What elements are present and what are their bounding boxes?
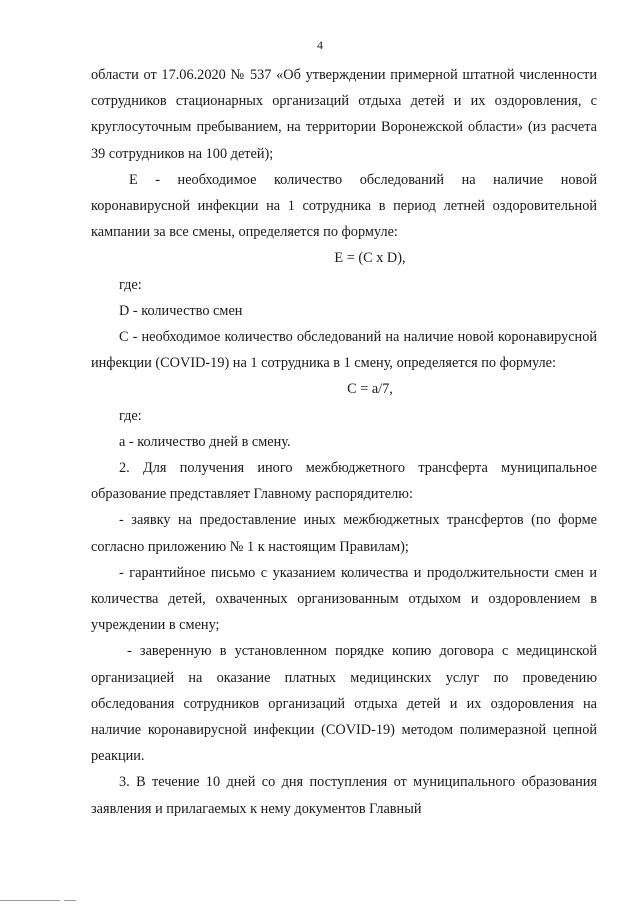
d-definition: D - количество смен [119, 302, 243, 319]
list-item-contract-copy: - заверенную в установленном порядке копию договора с медицинской организацией на оказание платных медицинских услуг по проведению обследования сотрудников организаций отдыха детей и их оздоровления на наличие коронавирусной инфекции (COVID-19) методом полимеразной цепной реакции. [91, 643, 597, 765]
formula-e: Е = (С х D), [334, 250, 406, 267]
document-body [91, 62, 597, 822]
list-item-application: - заявку на предоставление иных межбюджетных трансфертов (по форме согласно приложению № 1 к настоящим Правилам); [91, 512, 597, 555]
paragraph-continuation: области от 17.06.2020 № 537 «Об утверждении примерной штатной численности сотрудников стационарных организаций отдыха детей и их оздоровления, с круглосуточным пребыванием, на территории Воронежской области» (из расчета 39 сотрудников на 100 детей); [91, 67, 597, 162]
formula-c: С = а/7, [347, 381, 393, 398]
page-number: 4 [317, 38, 323, 52]
where-label-1: где: [119, 276, 142, 293]
footer-rule [0, 900, 60, 901]
paragraph-item-3: 3. В течение 10 дней со дня поступления от муниципального образования заявления и прилагаемых к нему документов Главный [91, 774, 597, 817]
footer-rule-short [64, 900, 76, 901]
a-definition: а - количество дней в смену. [119, 433, 291, 450]
paragraph-item-2: 2. Для получения иного межбюджетного трансферта муниципальное образование представляет Главному распорядителю: [91, 460, 597, 503]
paragraph-c-definition: С - необходимое количество обследований на наличие новой коронавирусной инфекции (COVID-19) на 1 сотрудника в 1 смену, определяется по формуле: [91, 329, 597, 372]
list-item-guarantee-letter: - гарантийное письмо с указанием количества и продолжительности смен и количества детей, охваченных организованным отдыхом и оздоровлением в учреждении в смену; [91, 564, 597, 634]
where-label-2: где: [119, 407, 142, 424]
paragraph-e-definition: Е - необходимое количество обследований на наличие новой коронавирусной инфекции на 1 сотрудника в период летней оздоровительной кампании за все смены, определяется по формуле: [91, 171, 597, 241]
